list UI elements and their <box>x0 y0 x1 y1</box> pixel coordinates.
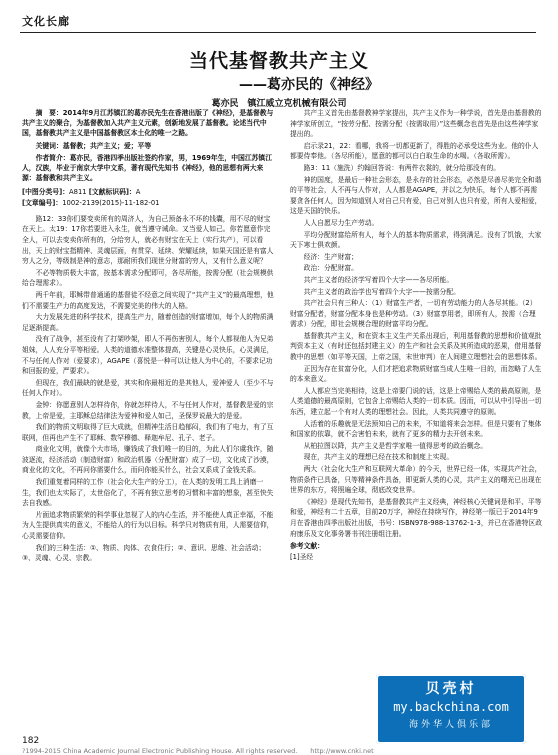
body-paragraph: 两千年前，耶稣带普通通的基督徒不经意之间实现了“共产主义”的最高理想，他们不需要生产力的高度发达，不需要完美的伟大的人格。 <box>22 290 274 310</box>
left-column <box>22 108 274 723</box>
body-paragraph: 片面追求物质繁荣的科学事业忽视了人的内心生活，并不能使人真正幸福，不能为人生提供真实的意义，不能给人的行为以目标。科学只对物质有用，人需要信仰，心灵需要信仰。 <box>22 510 274 541</box>
body-paragraph: 人活着的乐趣就是无法预知自己的未来，不知道将来会怎样。但是只要有了集体和国家的依靠，就不会害怕未来，就有了更多的精力去开创未来。 <box>290 419 542 439</box>
body-paragraph: 《神经》是现代先知书，是基督教共产主义经典，神经核心关键词是和平、平等和爱，神经有二十五章，目前20万字，神经在持续写作，神经第一版已于2014年9月在香港由四季出版社出版，书号：ISBN978-988-13762-1-3，并已在香港特区政府康乐及文化事务署书刊注册组注册。 <box>290 497 542 538</box>
right-body <box>290 108 542 539</box>
author-bio-text: 作者简介：葛亦民，香港四季出版社签约作家，男，1969年生，中国江苏镇江人，汉族，毕业于南京大学中文系，著有现代先知书《神经》，他的思想有两大来源：基督教和共产主义。 <box>22 153 273 183</box>
left-body <box>22 214 274 564</box>
body-paragraph: 我们的物质文明取得了巨大成就，但精神生活日趋郁闷，我们有了电力，有了互联网，但再也产生不了耶稣、数罕穆德、释迦牟尼、孔子、老子。 <box>22 423 274 442</box>
body-paragraph: 金钟：你愿意别人怎样待你，你就怎样待人，不与任何人作对，基督教是爱的宗教，上帝是爱，主耶稣总结律法为爱神和爱人如己，圣保罗说最大的是爱。 <box>22 400 274 420</box>
body-paragraph: 共产主义首先由基督教神学家提出，共产主义作为一种学说，首先是由基督教的神学家所创立，“按劳分配、按需分配（按需取用）”这些概念也首先是由这些神学家提出的。 <box>290 109 542 139</box>
body-paragraph: 我们重复着同样的工作（社会化大生产的分工），在人类的发明工具上消磨一生，我们也太实际了，太世俗化了，不再有独立思考的习惯和丰富的想象，甚至快失去自我感。 <box>22 478 274 508</box>
body-paragraph: 我们的三种生活：①、物质、肉体、衣食住行；②、意识、思维、社会活动；③、灵魂、心灵、宗教。 <box>22 543 266 563</box>
watermark-slogan: 海外华人俱乐部 <box>408 720 493 730</box>
body-paragraph: 现在，共产主义的理想已经在技术和制度上实现。 <box>303 453 454 462</box>
body-paragraph: 大力发展先进的科学技术，提高生产力，随着创造的财富增加，每个人的物质满足逐渐提高。 <box>22 313 274 332</box>
section-label: 文化长廊 <box>22 15 70 28</box>
abstract-text: 摘 要：2014年9月江苏镇江的葛亦民先生在香港出版了《神经》，是基督教与共产主义的聚合，为基督教加入共产主义元素，创新地发展了基督教。论述当代中国，基督教共产主义是中国基督教区本土化的唯一之路。 <box>22 109 274 138</box>
body-paragraph: 经济：生产财富； <box>303 252 358 261</box>
article-id-row <box>22 198 274 208</box>
body-paragraph: 路3：11（施洗）约翰回答说：有两件衣裳的，就分给那没有的。 <box>303 163 501 172</box>
body-paragraph: 启示录21，22：看哪，我将一切都更新了，得胜的必承受这些为业。他的仆人都要侍奉他。（各尽所能），愿意的都可以白白取生命的水喝。（各取所需）。 <box>290 141 539 161</box>
classification-block <box>22 187 274 207</box>
site-watermark <box>376 674 526 744</box>
classification-row <box>22 187 274 197</box>
reference-item: [1]圣经 <box>290 552 314 561</box>
doc-code-value: A <box>135 188 141 197</box>
body-paragraph: 正因为存在贫富分化，人们才把追求物质财富当成人生唯一目的，而忽略了人生的本来意义。 <box>290 364 542 384</box>
body-paragraph: 两大（社会化大生产和互联网大革命）的今天，世界已经一体，实现共产社会，物质条件已具备，只等精神条件具备，即更新人类的心灵，共产主义的曙光已出现在世界的东方，将照遍全球，彻底改变世界。 <box>290 465 542 495</box>
watermark-url: my.backchina.com <box>393 700 509 714</box>
references-heading: 参考文献： <box>290 542 324 551</box>
body-paragraph: 人人自愿尽力生产劳动。 <box>303 218 379 227</box>
body-paragraph: 政治：分配财富。 <box>303 264 358 273</box>
copyright-footer: ?1994-2015 China Academic Journal Electronic Publishing House. All rights reserved. http://www.cnki.net <box>22 747 374 755</box>
abstract-block <box>22 108 274 183</box>
body-paragraph: 神的国度，是最后一种社会形态，是永存的社会形态，必然是尽善尽美完全和谐的平等社会，人不再与人作对，人人都是AGAPE，并以之为快乐，每个人都不再需要贪各任何人，因为知道别人对自己只有爱，自己对别人也只有爱，所有人爱相爱，这是天国的快乐。 <box>290 175 542 216</box>
watermark-name: 贝壳村 <box>425 681 477 697</box>
body-paragraph: 共产社会只有三种人：（1）财富生产者，一切有劳动能力的人各尽其能。（2）财富分配者，财富分配本身也是种劳动。（3）财富享用者，即所有人，按需（合理需求）分配，即社会规模合理的财富平均分配。 <box>290 299 537 329</box>
body-paragraph: 商业化文明，就像个大市场，赚钱成了我们唯一的目的，为此人们尔虞我诈，随波逐流，经济活动（制造财富）和政治机器（分配财富）成了一切，文化成了沙漠，商业化的文化，不再问你需要什么，而问你能买什么，社会又系成了金钱关系。 <box>22 445 274 475</box>
body-paragraph: 共产主义者的政治学也写着四个大字——按需分配。 <box>303 287 460 296</box>
body-paragraph: 不必等物质极大丰富，按基本需求分配即可，各尽所能，按需分配（社会规模供给合理需求）。 <box>22 268 274 288</box>
article-title: 当代基督教共产主义 <box>188 50 369 72</box>
doc-code-label: [文献标识码]： <box>88 188 136 197</box>
article-subtitle: ——葛亦民的《神经》 <box>239 77 379 93</box>
author-line: 葛亦民 镇江威立克机械有限公司 <box>211 99 347 109</box>
body-paragraph: 基督教共产主义，和在资本主义生产关系出现后，利用基督教的思想和价值观批判资本主义（有时还包括封建主义）的生产和社会关系及其所造成的恶果，借用基督教中的思想（如平等天国，上帝之国，末世审判）在人间建立理想社会的思想体系。 <box>290 331 542 362</box>
clc-value: A811 <box>69 188 87 197</box>
body-paragraph: 平均分配财富给所有人，每个人的基本物质需求，得到满足。没有了饥饿，大家天下寒士俱欢颜。 <box>290 230 542 250</box>
right-column <box>290 108 542 748</box>
article-id-value: 1002-2139(2015)-11-182-01 <box>62 198 160 207</box>
article-id-label: [文章编号]： <box>22 198 63 207</box>
keywords-text: 关键词：基督教；共产主义；爱；平等 <box>35 141 152 150</box>
clc-label: [中图分类号]： <box>22 188 69 197</box>
header-rule <box>20 32 536 33</box>
page-number: 182 <box>22 736 40 746</box>
body-paragraph: 路12：33你们要变卖所有的周济人，为自己预备永不坏的钱囊，用不尽的财宝在天上。太19：17你若要进入永生，就当遵守诫命。又当爱人如己。你若愿意作完全人，可以去变卖你所有的，分给穷人，就必有财宝在天上（实行共产），可以看出，天上的财宝指精神、灵魂层面，有贯穿、延续、荣耀延续，如果天国还是有富人穷人之分，等级制是神的意志，那耐所我们现世分财富的穷人，又有什么意义呢？ <box>22 214 274 266</box>
body-paragraph: 人人都应当完美相待，这是上帝要门说的话，这是上帝赐给人类的最高原则，是人类道德的最高原则，它包含上帝赐给人类的一切本质。因而，可以从中引导出一切东西，建立起一个有对人类的理想社会。因此，人类共同遵守的原则。 <box>290 386 542 417</box>
body-paragraph: 共产主义者的经济学写着四个大字——各尽所能。 <box>303 275 454 284</box>
body-paragraph: 但现在，我们最缺的就是爱，其实和你最相近的是其他人，爱神爱人（至少不与任何人作对）。 <box>22 378 274 398</box>
body-paragraph: 从柏拉图以降，共产主义是哲学家唯一值得思考的政治概念。 <box>303 441 488 450</box>
body-paragraph: 没有了战争，甚至没有了打架吵架，即人不再伤害别人，每个人都视他人为兄弟姐妹，人人充分平等相爱。人类的道德水准整体提高，关键是心灵快乐，心灵满足，不与任何人作对（爱要求），AGAPE（喜悦是一种可以让他人为中心的，不要求记功和回报的爱，严要求）。 <box>22 335 274 376</box>
